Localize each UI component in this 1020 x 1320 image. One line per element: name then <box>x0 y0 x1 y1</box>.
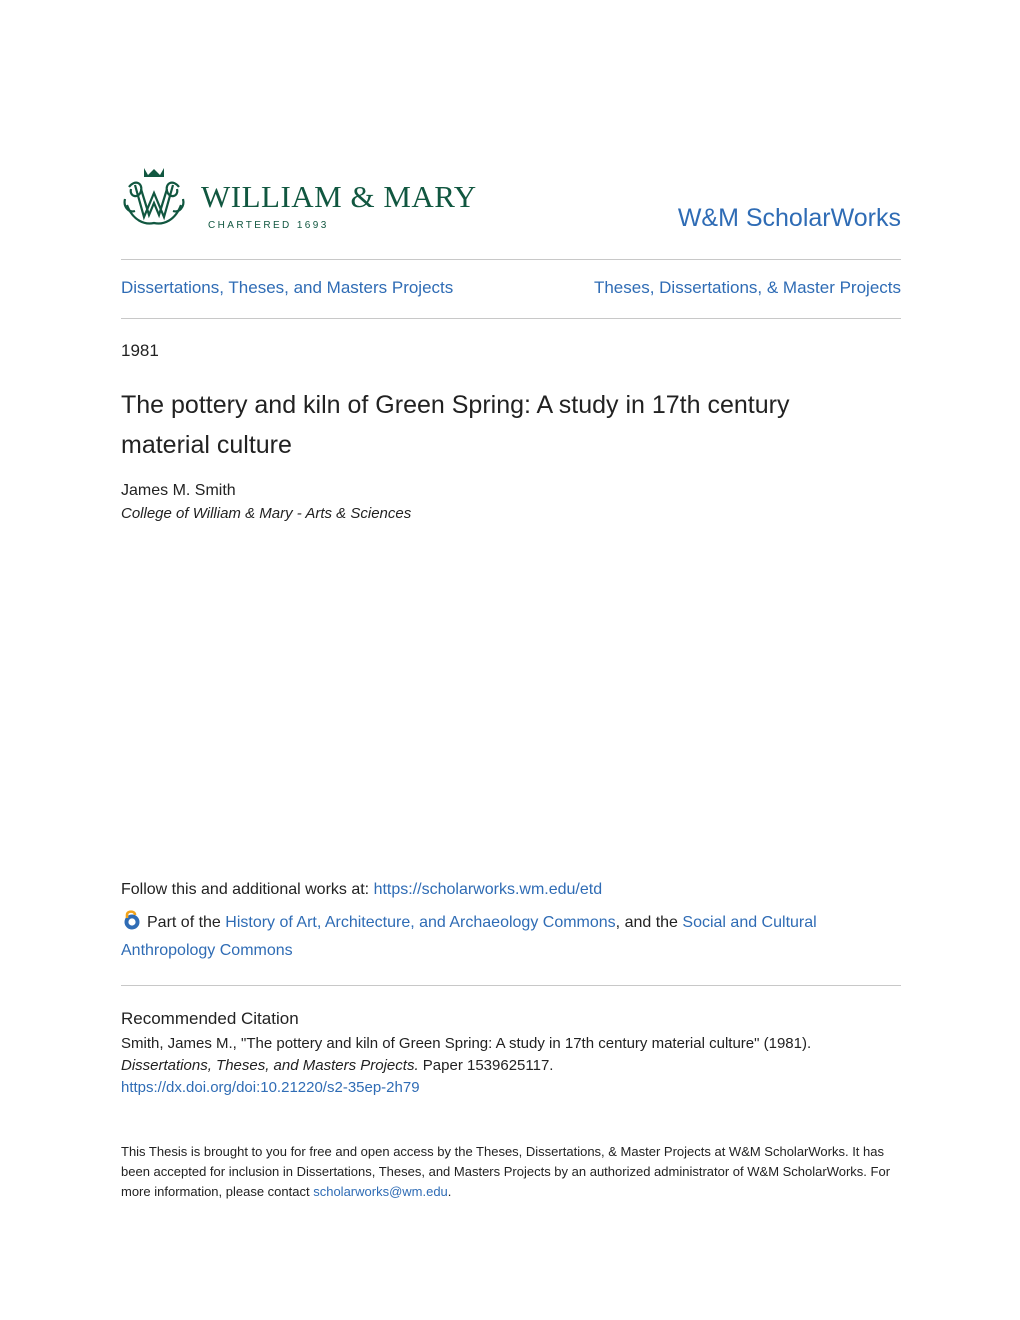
citation-paper: Paper 1539625117. <box>418 1057 554 1074</box>
part-of-middle: , and the <box>615 914 683 931</box>
cipher-crest-icon <box>121 165 187 231</box>
author-affiliation: College of William & Mary - Arts & Sciences <box>121 505 412 522</box>
breadcrumb-parent-link[interactable]: Theses, Dissertations, & Master Projects <box>593 278 901 297</box>
footer-notice <box>121 1142 891 1202</box>
part-of-prefix: Part of the <box>147 914 226 931</box>
citation-heading: Recommended Citation <box>121 1009 299 1028</box>
commons-link-art-architecture[interactable]: History of Art, Architecture, and Archaeology Commons <box>225 914 616 931</box>
publication-year: 1981 <box>121 341 159 360</box>
breadcrumb-collection-link[interactable]: Dissertations, Theses, and Masters Projects <box>121 278 454 297</box>
citation-body <box>121 1033 911 1099</box>
header <box>121 160 901 240</box>
divider <box>121 985 901 986</box>
logo-chartered: CHARTERED 1693 <box>208 220 329 231</box>
cover-page <box>121 0 901 1320</box>
author-name: James M. Smith <box>121 482 236 499</box>
follow-line <box>121 881 602 899</box>
william-mary-logo[interactable] <box>121 165 481 235</box>
commons-link-anthropology[interactable]: Social and Cultural Anthropology Commons <box>121 914 817 959</box>
open-access-icon <box>121 909 143 931</box>
follow-url-link[interactable]: https://scholarworks.wm.edu/etd <box>373 881 603 898</box>
doi-link[interactable]: https://dx.doi.org/doi:10.21220/s2-35ep-2h79 <box>121 1079 420 1096</box>
citation-text: Smith, James M., "The pottery and kiln of Green Spring: A study in 17th century material culture" (1981). <box>121 1035 812 1052</box>
logo-wordmark: WILLIAM & MARY <box>201 179 477 214</box>
footer-text: This Thesis is brought to you for free and open access by the Theses, Dissertations, & Master Projects at W&M ScholarWorks. It has been accepted for inclusion in Dissertations, Theses, and Masters Projects by an authorized administrator of W&M ScholarWorks. For more information, please contact <box>121 1144 891 1199</box>
divider <box>121 318 901 319</box>
footer-end: . <box>447 1184 452 1199</box>
contact-email-link[interactable]: scholarworks@wm.edu <box>313 1184 448 1199</box>
document-title: The pottery and kiln of Green Spring: A study in 17th century material culture <box>121 391 790 459</box>
follow-label: Follow this and additional works at: <box>121 881 374 898</box>
repository-link[interactable]: W&M ScholarWorks <box>677 204 901 232</box>
divider <box>121 259 901 260</box>
part-of-commons <box>121 909 901 965</box>
citation-series: Dissertations, Theses, and Masters Projects. <box>121 1057 419 1074</box>
